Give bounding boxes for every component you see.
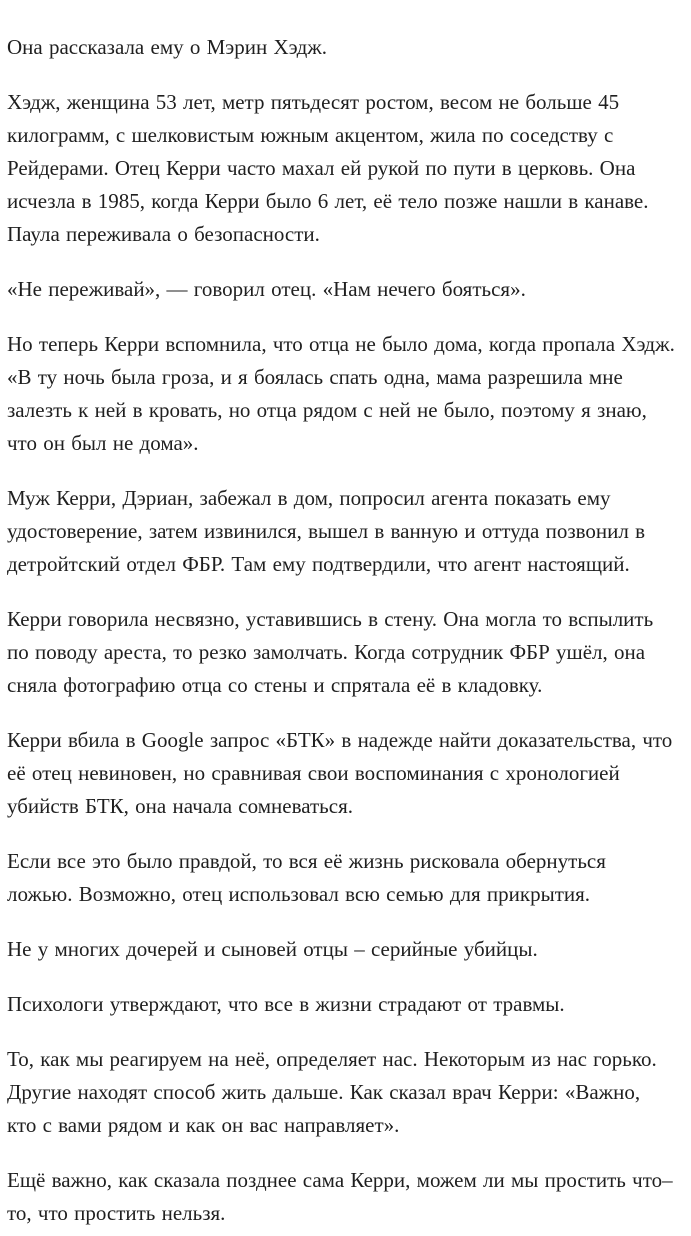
article-paragraph: То, как мы реагируем на неё, определяет нас. Некоторым из нас горько. Другие находят способ жить дальше. Как сказал врач Керри: «Важно, кто с вами рядом и как он вас направляет». xyxy=(7,1047,657,1137)
article-paragraph: Хэдж, женщина 53 лет, метр пятьдесят ростом, весом не больше 45 килограмм, с шелковистым южным акцентом, жила по соседству с Рейдерами. Отец Керри часто махал ей рукой по пути в церковь. Она исчезла в 1985, когда Керри было 6 лет, её тело позже нашли в канаве. Паула переживала о безопасности. xyxy=(7,90,649,246)
article-paragraph: «Не переживай», — говорил отец. «Нам нечего бояться». xyxy=(7,277,526,301)
article-paragraph: Если все это было правдой, то вся её жизнь рисковала обернуться ложью. Возможно, отец использовал всю семью для прикрытия. xyxy=(7,849,606,906)
article-paragraph: Керри вбила в Google запрос «БТК» в надежде найти доказательства, что её отец невиновен, но сравнивая свои воспоминания с хронологией убийств БТК, она начала сомневаться. xyxy=(7,728,673,818)
article-paragraph: Она рассказала ему о Мэрин Хэдж. xyxy=(7,35,328,59)
article-paragraph: Ещё важно, как сказала позднее сама Керри, можем ли мы простить что–то, что простить нельзя. xyxy=(7,1168,673,1225)
article-paragraph: Не у многих дочерей и сыновей отцы – серийные убийцы. xyxy=(7,937,538,961)
article-paragraph: Керри говорила несвязно, уставившись в стену. Она могла то вспылить по поводу ареста, то резко замолчать. Когда сотрудник ФБР ушёл, она сняла фотографию отца со стены и спрятала её в кладовку. xyxy=(7,607,654,697)
article-paragraph: Психологи утверждают, что все в жизни страдают от травмы. xyxy=(7,992,565,1016)
article-paragraph: Муж Керри, Дэриан, забежал в дом, попросил агента показать ему удостоверение, затем извинился, вышел в ванную и оттуда позвонил в детройтский отдел ФБР. Там ему подтвердили, что агент настоящий. xyxy=(7,486,646,576)
article-paragraph: Но теперь Керри вспомнила, что отца не было дома, когда пропала Хэдж. «В ту ночь была гроза, и я боялась спать одна, мама разрешила мне залезть к ней в кровать, но отца рядом с ней не было, поэтому я знаю, что он был не дома». xyxy=(7,332,675,455)
